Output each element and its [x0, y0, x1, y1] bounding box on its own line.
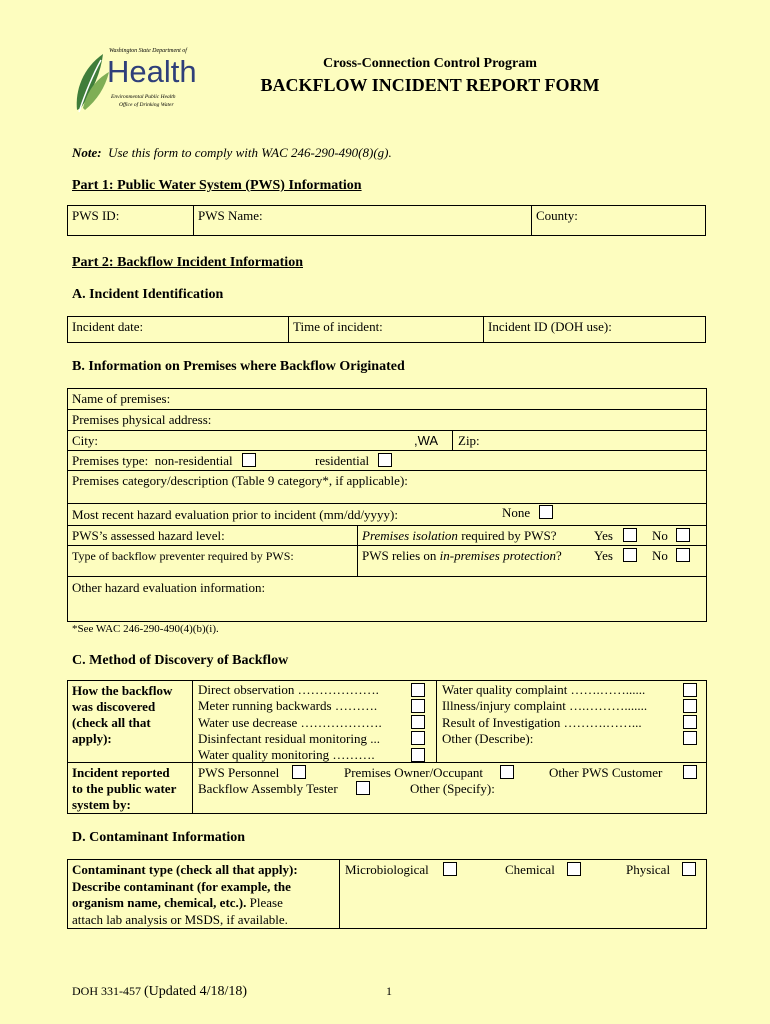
pws-id-field[interactable]: [68, 206, 194, 236]
premises-category-field[interactable]: Premises category/description (Table 9 category*, if applicable):: [72, 473, 408, 488]
program-name: Cross-Connection Control Program: [323, 56, 537, 71]
logo: [73, 46, 197, 118]
none-checkbox[interactable]: [539, 505, 553, 519]
isolation-no: [652, 528, 668, 544]
physical-label: Physical: [626, 862, 671, 877]
logo-word: Health: [107, 54, 197, 89]
pws-name-field[interactable]: [194, 206, 532, 236]
none-label: None: [502, 505, 531, 520]
assessed-hazard-field[interactable]: PWS’s assessed hazard level:: [72, 528, 225, 543]
rep-line-3: system by:: [72, 797, 131, 812]
isolation-yes-checkbox[interactable]: [623, 528, 637, 542]
relies-no: [652, 548, 668, 564]
isolation-question: [362, 528, 557, 544]
footer-doc-number: [72, 982, 247, 1000]
relies-question: [362, 548, 562, 564]
describe-line-3: Please: [246, 895, 283, 910]
other-customer-label: Other PWS Customer: [549, 765, 663, 780]
other-customer-checkbox[interactable]: [683, 765, 697, 779]
isolation-yes-label: Yes: [594, 528, 613, 543]
logo-sub2: Office of Drinking Water: [119, 102, 174, 108]
part1-table: [67, 205, 706, 236]
investigation-checkbox[interactable]: [683, 715, 697, 729]
owner-occupant-label: Premises Owner/Occupant: [344, 765, 483, 780]
discovery-item: Result of Investigation ……….……...: [442, 714, 642, 730]
residential-checkbox[interactable]: [378, 453, 392, 467]
assembly-tester-checkbox[interactable]: [356, 781, 370, 795]
relies-q-1: PWS relies on: [362, 548, 440, 563]
other-hazard-field[interactable]: Other hazard evaluation information:: [72, 580, 266, 595]
wq-complaint-checkbox[interactable]: [683, 683, 697, 697]
none-row: [502, 505, 553, 521]
how-line-1: How the backflow: [72, 683, 173, 698]
residential-label: residential: [315, 453, 370, 468]
chemical-label: Chemical: [505, 862, 555, 877]
pws-name-label: PWS Name:: [198, 208, 263, 223]
isolation-yes: [594, 528, 613, 544]
other-describe-checkbox[interactable]: [683, 731, 697, 745]
direct-observation-checkbox[interactable]: [411, 683, 425, 697]
pws-personnel-label: PWS Personnel: [198, 765, 280, 780]
premises-name-field[interactable]: Name of premises:: [72, 391, 171, 406]
isolation-q-rest: required by PWS?: [457, 528, 557, 543]
incident-id-label: Incident ID (DOH use):: [488, 319, 612, 334]
chemical-checkbox[interactable]: [567, 862, 581, 876]
meter-backwards-checkbox[interactable]: [411, 699, 425, 713]
illness-complaint-checkbox[interactable]: [683, 699, 697, 713]
contaminant-type-label: Contaminant type (check all that apply):: [72, 862, 298, 877]
updated-date: (Updated 4/18/18): [144, 984, 248, 999]
county-label: County:: [536, 208, 578, 223]
relies-q-italic: in-premises protection: [439, 548, 557, 563]
logo-sub1: Environmental Public Health: [111, 94, 176, 100]
how-line-2: was discovered: [72, 699, 156, 714]
discovery-item: Direct observation ……………….: [198, 682, 379, 697]
reported-by-label: [72, 765, 176, 813]
incident-date-field[interactable]: [68, 317, 289, 343]
disinfectant-residual-checkbox[interactable]: [411, 731, 425, 745]
city-field[interactable]: City:: [72, 433, 99, 448]
page-number: 1: [386, 984, 392, 998]
county-field[interactable]: [532, 206, 706, 236]
pws-personnel-checkbox[interactable]: [292, 765, 306, 779]
note-text: Use this form to comply with WAC 246-290-490(8)(g).: [108, 145, 392, 160]
assembly-tester-label: Backflow Assembly Tester: [198, 781, 338, 796]
section-b-title: B. Information on Premises where Backflow Originated: [72, 359, 405, 374]
discovery-item: Illness/injury complaint ….……….......: [442, 698, 648, 714]
section-a-title: A. Incident Identification: [72, 287, 224, 302]
how-line-4: apply):: [72, 731, 112, 746]
part1-title: Part 1: Public Water System (PWS) Information: [72, 178, 362, 193]
describe-line-4: attach lab analysis or MSDS, if available.: [72, 911, 288, 927]
water-use-decrease-checkbox[interactable]: [411, 715, 425, 729]
contaminant-label: [72, 862, 298, 928]
incident-time-label: Time of incident:: [293, 319, 383, 334]
form-title: BACKFLOW INCIDENT REPORT FORM: [260, 75, 600, 95]
part2-title: Part 2: Backflow Incident Information: [72, 255, 303, 270]
rep-line-2: to the public water: [72, 781, 177, 796]
other-specify-field[interactable]: Other (Specify):: [410, 781, 495, 796]
note: [72, 145, 392, 161]
section-c-title: C. Method of Discovery of Backflow: [72, 653, 289, 668]
how-discovered-label: [72, 683, 172, 747]
incident-date-label: Incident date:: [72, 319, 144, 334]
pws-id-label: PWS ID:: [72, 208, 120, 223]
premises-type-label: Premises type:: [72, 453, 149, 468]
incident-time-field[interactable]: [289, 317, 484, 343]
incident-id-field[interactable]: [484, 317, 706, 343]
footnote: *See WAC 246-290-490(4)(b)(i).: [72, 623, 219, 635]
discovery-item: Disinfectant residual monitoring ...: [198, 730, 380, 746]
discovery-item: Other (Describe):: [442, 730, 534, 746]
describe-line-2: organism name, chemical, etc.).: [72, 895, 247, 910]
preventer-type-field[interactable]: Type of backflow preventer required by PWS:: [72, 549, 294, 563]
note-label: Note:: [72, 145, 102, 160]
logo-top-text: Washington State Department of: [109, 48, 187, 54]
doc-number: DOH 331-457: [72, 984, 144, 998]
water-quality-monitoring-checkbox[interactable]: [411, 748, 425, 762]
premises-type-row: [72, 453, 256, 469]
hazard-eval-field[interactable]: Most recent hazard evaluation prior to incident (mm/dd/yyyy):: [72, 507, 398, 522]
nonresidential-label: non-residential: [154, 453, 233, 468]
nonresidential-checkbox[interactable]: [242, 453, 256, 467]
relies-yes-label: Yes: [594, 548, 613, 563]
isolation-q-italic: Premises isolation: [362, 528, 458, 543]
how-line-3: (check all that: [72, 715, 151, 730]
state-label: ,WA: [414, 433, 439, 448]
discovery-item: Water quality monitoring ……….: [198, 747, 375, 763]
discovery-item: Meter running backwards ……….: [198, 698, 378, 714]
premises-address-field[interactable]: Premises physical address:: [72, 412, 212, 427]
discovery-left-list: [198, 682, 382, 763]
microbiological-label: Microbiological: [345, 862, 429, 877]
zip-field[interactable]: Zip:: [458, 433, 480, 448]
isolation-no-label: No: [652, 528, 668, 543]
relies-yes: [594, 548, 613, 564]
relies-no-checkbox[interactable]: [676, 548, 690, 562]
rep-line-1: Incident reported: [72, 765, 170, 780]
owner-occupant-checkbox[interactable]: [500, 765, 514, 779]
relies-no-label: No: [652, 548, 668, 563]
microbiological-checkbox[interactable]: [443, 862, 457, 876]
discovery-right-list: [442, 682, 647, 747]
section-a-table: [67, 316, 706, 343]
physical-checkbox[interactable]: [682, 862, 696, 876]
relies-yes-checkbox[interactable]: [623, 548, 637, 562]
isolation-no-checkbox[interactable]: [676, 528, 690, 542]
discovery-item: Water use decrease ……………….: [198, 714, 382, 730]
relies-q-3: ?: [556, 548, 562, 563]
residential-row: [315, 453, 392, 469]
section-d-title: D. Contaminant Information: [72, 830, 246, 845]
discovery-item: Water quality complaint …….……......: [442, 682, 646, 697]
describe-line-1: Describe contaminant (for example, the: [72, 878, 291, 894]
